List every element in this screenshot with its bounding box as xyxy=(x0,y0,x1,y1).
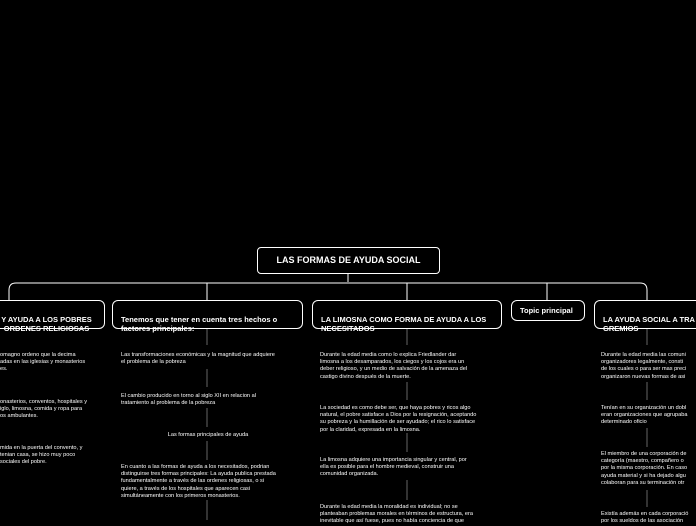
branch-ordenes-religiosas[interactable] xyxy=(0,300,105,333)
subtopic-text: mida en la puerta del convento, y tenian casa, se hizo muy poco sociales del pobre. xyxy=(0,445,83,466)
subtopic-text: En cuanto a las formas de ayuda a los necesitados, podrian distinguirse tres formas principales: La ayuda publica prestada fundamentalmente a través de las ordenes religiosas, o si quiere, a través de los hospitales que aparecen casi simultáneamente con los primeros monasterios. xyxy=(121,464,276,499)
branch-label: Topic principal xyxy=(520,306,573,315)
subtopic-text: Durante la edad media como lo explica Friedlander dar limosna a los desamparados, los ciegos y los cojos era un deber religioso, y un medio de salvación de la amenaza del castigo divino después de la muerte. xyxy=(320,352,468,380)
subtopic-text: Las formas principales de ayuda xyxy=(167,432,249,438)
subtopic-text: omagno ordeno que la decima adas en las iglesias y monasterios es. xyxy=(0,352,86,373)
root-topic-label: LAS FORMAS DE AYUDA SOCIAL xyxy=(276,255,421,265)
subtopic-text: La sociedad es como debe ser, que haya pobres y ricos algo natural, el pobre satisface a Dios por la resignación, aceptando su pobreza y la humillación de ser ayudado; el rico lo satisface por la claridad, expresada en la limosna. xyxy=(320,405,477,433)
branch-label: Tenemos que tener en cuenta tres hechos o factores principales: xyxy=(121,315,278,333)
subtopic-text: Las transformaciones económicas y la magnitud que adquiere el problema de la pobreza xyxy=(121,352,275,366)
branch-tres-factores[interactable] xyxy=(112,300,303,333)
subtopic-text: Existía además en cada corporació por los sueldos de las asociación xyxy=(601,511,689,525)
subtopic-text: Tenían en su organización un dobl eran organizaciones que agrupaba determinado oficio xyxy=(601,405,688,426)
branch-limosna[interactable] xyxy=(312,300,502,333)
subtopic-text: La limosna adquiere una importancia singular y central, por ella es posible para el hombre medieval, construir una comunidad organizada. xyxy=(320,457,467,478)
subtopic-text: Durante la edad media las comuni organizadores legalmente, consti de los cuales o para ser mas preci organizaron nuevas formas de asi xyxy=(601,352,687,380)
branch-gremios[interactable] xyxy=(594,300,696,333)
branch-topic-principal[interactable] xyxy=(511,300,585,321)
root-topic[interactable] xyxy=(257,247,440,274)
subtopic-text: Durante la edad media la moralidad es individual; no se planteaban problemas morales en términos de estructura, era inevitable que así fuese, pues no había conciencia de que xyxy=(320,504,473,525)
branch-label: Y AYUDA A LOS POBRES ORDENES RELIGIOSAS xyxy=(1,315,92,333)
branch-label: LA LIMOSNA COMO FORMA DE AYUDA A LOS NECESITADOS xyxy=(321,315,487,333)
subtopic-text: El cambio producido en torno al siglo XII en relacion al tratamiento al problema de la pobreza xyxy=(121,393,256,407)
branch-label: LA AYUDA SOCIAL A TRA GREMIOS xyxy=(603,315,695,333)
subtopic-text: onasterios, conventos, hospitales y iglo, limosna, comida y ropa para os ambulantes. xyxy=(0,399,88,420)
subtopic-text: El miembro de una corporación de categoría (maestro, compañero o por la misma corporación. En caso ayuda material y si ha dejado algu colaboran para su terminación otr xyxy=(601,451,688,486)
